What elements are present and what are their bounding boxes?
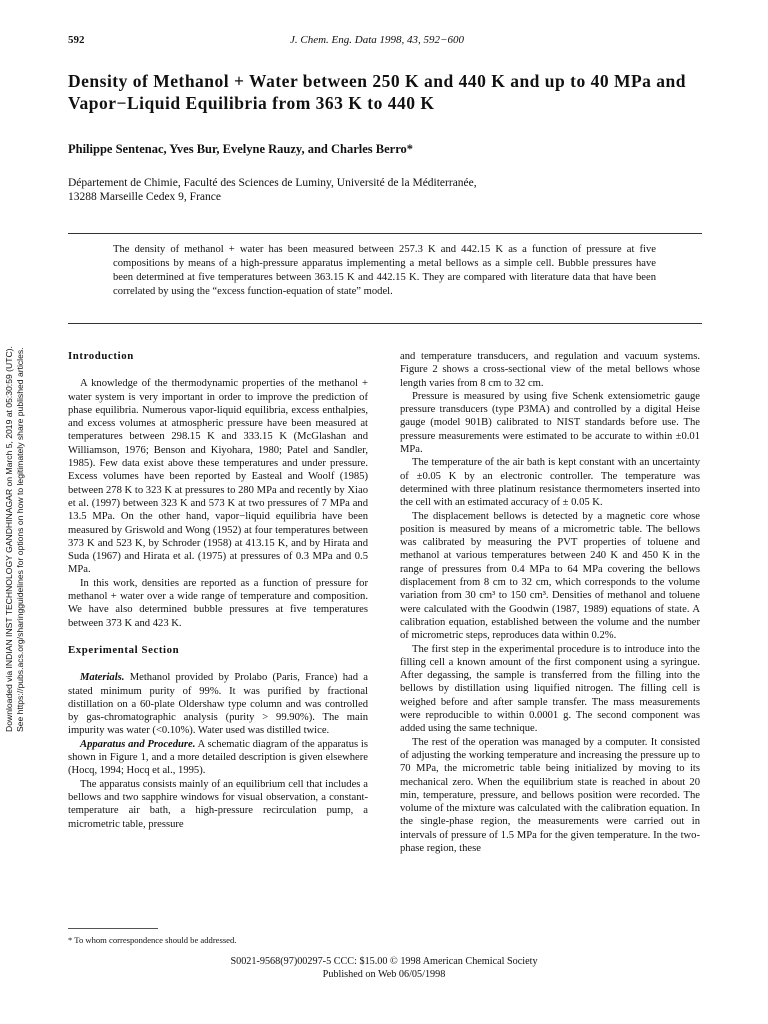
abstract-top-rule bbox=[68, 233, 702, 234]
article-authors: Philippe Sentenac, Yves Bur, Evelyne Rauzy, and Charles Berro* bbox=[68, 142, 414, 156]
right-paragraph-4: The displacement bellows is detected by a magnetic core whose position is measured by means of a micrometric table. The bellows was calibrated by measuring the PVT properties of toluene and methanol at various temperatures between 240 K and 450 K in the range of pressures from 0.4 MPa to 64 MPa covering the bellows displacement from 8 cm to 32 cm, which corresponds to the volume variation from 30 cm³ to 150 cm³. Densities of methanol and toluene were calculated with the Goodwin (1987, 1989) equations of state. A calibration equation, established between the volume and the number of micrometric steps, reproduces data within 0.2%. bbox=[400, 510, 700, 642]
introduction-paragraph-2: In this work, densities are reported as a function of pressure for methanol + water over a wide range of temperature and composition. We have also determined bubble pressures at five temperatures between 373 K and 423 K. bbox=[68, 577, 368, 629]
footnote-rule bbox=[68, 928, 158, 929]
right-paragraph-3: The temperature of the air bath is kept constant with an uncertainty of ±0.05 K by an electronic controller. The temperature was determined with three platinum resistance thermometers inserted into the cell with an estimated accuracy of ± 0.05 K. bbox=[400, 457, 700, 509]
published-date: Published on Web 06/05/1998 bbox=[322, 969, 446, 980]
affiliation-line-2: 13288 Marseille Cedex 9, France bbox=[68, 191, 221, 203]
download-notice-line-1: Downloaded via INDIAN INST TECHNOLOGY GANDHINAGAR on March 5, 2019 at 05:30:59 (UTC). bbox=[4, 346, 14, 732]
introduction-paragraph-1: A knowledge of the thermodynamic properties of the methanol + water system is very important in order to improve the prediction of phase equilibria. Numerous vapor-liquid equilibria, excess enthalpies, and excess volumes at atmospheric pressure have been measured at temperatures between 298.15 K and 333.15 K (McGlashan and Williamson, 1976; Benson and Kiyohara, 1980; Patel and Sandler, 1985). Few data exist above these temperatures and under pressure. Excess volumes have been reported by Easteal and Woolf (1985) between 278 K to 323 K at pressures to 280 MPa and recently by Xiao et al. (1997) between 323 K and 573 K at two pressures of 7 MPa and 13.5 MPa. On the other hand, vapor−liquid equilibria have been measured by Griswold and Wong (1952) at four temperatures between 373 K and 523 K, by Schroder (1958) at 413.15 K, and by Hirata and Suda (1967) and Hirata et al. (1975) at pressures of 0.3 MPa and 0.5 MPa. bbox=[68, 378, 368, 576]
abstract: The density of methanol + water has been measured between 257.3 K and 442.15 K as a function of pressure at five compositions by means of a high-pressure apparatus implementing a metal bellows as a simple cell. Bubble pressures have been determined at five temperatures between 363.15 K and 442.15 K. They are compared with literature data that have been correlated by using the “excess function-equation of state” model. bbox=[113, 244, 656, 297]
materials-text: Methanol provided by Prolabo (Paris, France) had a stated minimum purity of 99%. It was purified by fractional distillation on a 60-plate Oldershaw type column and was controlled by gas-chromatographic analysis (purity > 99.90%). The main impurity was water (<0.10%). Water used was distilled twice. bbox=[68, 672, 368, 737]
page-number: 592 bbox=[68, 34, 85, 46]
download-notice-line-2: See https://pubs.acs.org/sharingguidelines for options on how to legitimately share published articles. bbox=[15, 347, 25, 732]
download-notice bbox=[2, 292, 24, 732]
affiliation bbox=[68, 176, 688, 204]
right-paragraph-5: The first step in the experimental procedure is to introduce into the filling cell a known amount of the first component using a syringue. After degassing, the sample is transferred from the filling into the bellows by distillation using liquified nitrogen. The filling cell is weighed before and after sample transfer. The mass measurements were reproducible to within 0.0001 g. The second component was added using the same technique. bbox=[400, 643, 700, 735]
apparatus-paragraph bbox=[68, 738, 368, 778]
journal-citation: J. Chem. Eng. Data 1998, 43, 592−600 bbox=[290, 34, 464, 46]
materials-runin: Materials. bbox=[80, 672, 125, 684]
right-paragraph-1: and temperature transducers, and regulation and vacuum systems. Figure 2 shows a cross-sectional view of the metal bellows whose length varies from 8 cm to 32 cm. bbox=[400, 351, 700, 389]
affiliation-line-1: Département de Chimie, Faculté des Sciences de Luminy, Université de la Méditerranée, bbox=[68, 177, 477, 189]
right-paragraph-6: The rest of the operation was managed by a computer. It consisted of adjusting the working temperature and increasing the pressure up to 70 MPa, the micrometric table being initialized by moving to its mechanical zero. When the equilibrium state is reached in about 20 min, temperature, pressure, and bellows position were recorded. The volume of the mixture was calculated with the calibration equation. In the single-phase region, the measurements were carried out in intervals of pressure of 1.5 MPa for the given temperature. In the two-phase region, these bbox=[400, 736, 700, 854]
footnote: * To whom correspondence should be addressed. bbox=[68, 935, 237, 945]
right-paragraph-2: Pressure is measured by using five Schenk extensiometric gauge pressure transducers (type P3MA) and controlled by a digital Heise gauge (model 901B) calibrated to NIST standards before use. The pressure measurements were estimated to be accurate to within ±0.01 MPa. bbox=[400, 390, 700, 456]
right-column bbox=[400, 350, 700, 855]
copyright-line: S0021-9568(97)00297-5 CCC: $15.00 © 1998 American Chemical Society bbox=[230, 956, 538, 967]
apparatus-text: A schematic diagram of the apparatus is shown in Figure 1, and a more detailed description is given elsewhere (Hocq, 1994; Hocq et al., 1995). bbox=[68, 738, 368, 777]
apparatus-runin: Apparatus and Procedure. bbox=[80, 738, 196, 750]
abstract-bottom-rule bbox=[68, 323, 702, 324]
left-column bbox=[68, 350, 368, 831]
materials-paragraph bbox=[68, 671, 368, 737]
apparatus-paragraph-2: The apparatus consists mainly of an equilibrium cell that includes a bellows and two sapphire windows for visual observation, a constant-temperature air bath, a high-pressure recirculation pump, a micrometric table, pressure bbox=[68, 778, 368, 830]
introduction-heading: Introduction bbox=[68, 350, 134, 362]
experimental-heading: Experimental Section bbox=[68, 643, 180, 656]
article-title: Density of Methanol + Water between 250 K and 440 K and up to 40 MPa and Vapor−Liquid Equilibria from 363 K to 440 K bbox=[68, 71, 686, 113]
